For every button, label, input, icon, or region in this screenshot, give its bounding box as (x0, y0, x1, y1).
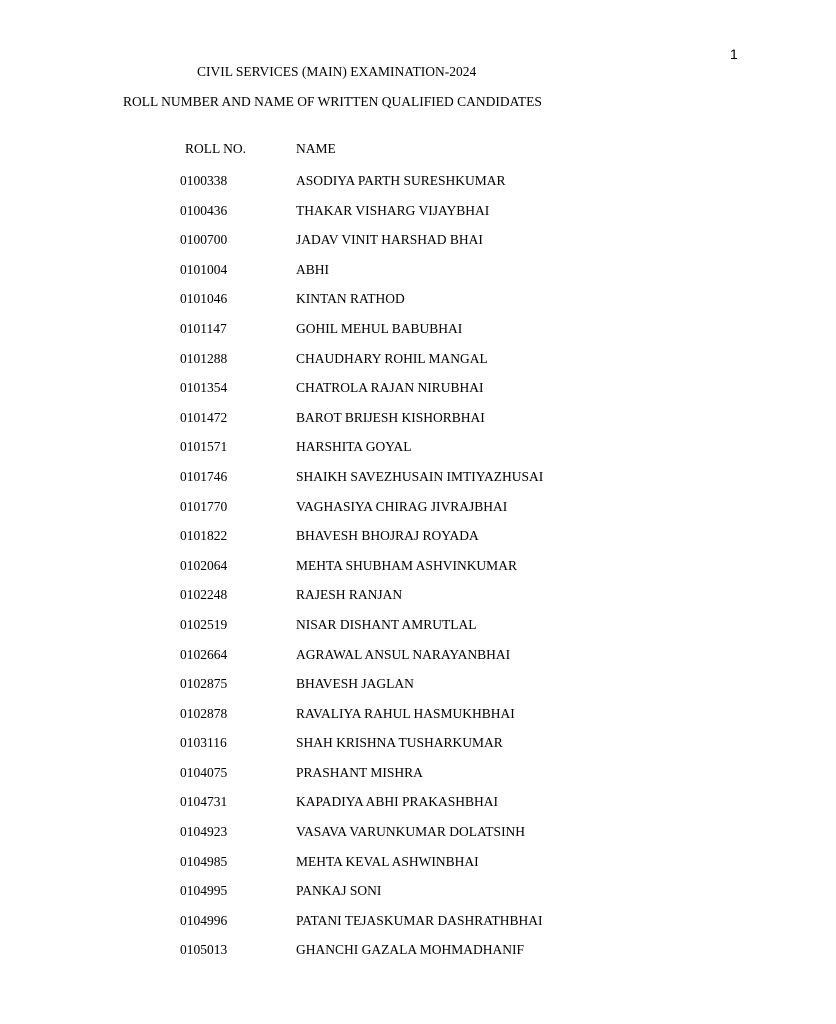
roll-number: 0103116 (180, 735, 227, 751)
roll-number: 0101046 (180, 291, 228, 307)
table-row (0, 587, 836, 617)
candidate-name: PRASHANT MISHRA (296, 764, 423, 780)
roll-number: 0102878 (180, 705, 228, 721)
candidate-name: SHAIKH SAVEZHUSAIN IMTIYAZHUSAI (296, 468, 544, 484)
candidate-name: VASAVA VARUNKUMAR DOLATSINH (296, 824, 526, 840)
roll-number: 0102248 (180, 587, 228, 603)
candidate-name: MEHTA KEVAL ASHWINBHAI (296, 853, 479, 869)
table-row (0, 942, 836, 972)
table-row (0, 410, 836, 440)
table-row (0, 321, 836, 351)
candidate-name: CHATROLA RAJAN NIRUBHAI (296, 380, 484, 396)
roll-number: 0100436 (180, 202, 228, 218)
column-header-name: NAME (296, 141, 336, 156)
roll-number: 0102519 (180, 616, 228, 632)
candidate-name: GOHIL MEHUL BABUBHAI (296, 320, 463, 336)
table-row (0, 173, 836, 203)
table-row (0, 765, 836, 795)
candidate-name: KAPADIYA ABHI PRAKASHBHAI (296, 794, 499, 810)
candidate-name: VAGHASIYA CHIRAG JIVRAJBHAI (296, 498, 508, 514)
table-row (0, 291, 836, 321)
table-row (0, 351, 836, 381)
candidate-name: NISAR DISHANT AMRUTLAL (296, 616, 477, 632)
candidate-name: JADAV VINIT HARSHAD BHAI (296, 232, 483, 248)
table-row (0, 913, 836, 943)
roll-number: 0104731 (180, 794, 228, 810)
candidate-name: PATANI TEJASKUMAR DASHRATHBHAI (296, 912, 543, 928)
candidate-name: HARSHITA GOYAL (296, 439, 412, 455)
candidate-name: RAVALIYA RAHUL HASMUKHBHAI (296, 705, 515, 721)
candidate-name: BAROT BRIJESH KISHORBHAI (296, 409, 485, 425)
candidate-list (0, 173, 836, 972)
page-number: 1 (730, 46, 738, 62)
roll-number: 0101746 (180, 468, 228, 484)
column-header-roll: ROLL NO. (185, 141, 246, 156)
candidate-name: MEHTA SHUBHAM ASHVINKUMAR (296, 557, 517, 573)
candidate-name: ABHI (296, 261, 329, 277)
table-row (0, 735, 836, 765)
roll-number: 0100338 (180, 173, 228, 188)
roll-number: 0102875 (180, 676, 228, 692)
table-row (0, 854, 836, 884)
table-row (0, 499, 836, 529)
roll-number: 0101354 (180, 380, 228, 396)
roll-number: 0104985 (180, 853, 228, 869)
table-row (0, 439, 836, 469)
roll-number: 0101770 (180, 498, 228, 514)
table-row (0, 824, 836, 854)
roll-number: 0101472 (180, 409, 228, 425)
document-title: CIVIL SERVICES (MAIN) EXAMINATION-2024 (197, 64, 477, 79)
table-row (0, 232, 836, 262)
candidate-name: GHANCHI GAZALA MOHMADHANIF (296, 942, 524, 958)
roll-number: 0102064 (180, 557, 228, 573)
roll-number: 0101288 (180, 350, 228, 366)
table-row (0, 262, 836, 292)
candidate-name: ASODIYA PARTH SURESHKUMAR (296, 173, 506, 188)
roll-number: 0101822 (180, 528, 228, 544)
candidate-name: THAKAR VISHARG VIJAYBHAI (296, 202, 490, 218)
roll-number: 0101147 (180, 320, 227, 336)
roll-number: 0102664 (180, 646, 228, 662)
candidate-name: KINTAN RATHOD (296, 291, 405, 307)
table-row (0, 380, 836, 410)
roll-number: 0104996 (180, 912, 228, 928)
roll-number: 0101571 (180, 439, 228, 455)
roll-number: 0101004 (180, 261, 228, 277)
candidate-name: CHAUDHARY ROHIL MANGAL (296, 350, 488, 366)
table-row (0, 469, 836, 499)
table-row (0, 558, 836, 588)
roll-number: 0105013 (180, 942, 228, 958)
candidate-name: PANKAJ SONI (296, 883, 382, 899)
table-row (0, 617, 836, 647)
table-row (0, 883, 836, 913)
roll-number: 0104075 (180, 764, 228, 780)
document-subtitle: ROLL NUMBER AND NAME OF WRITTEN QUALIFIED CANDIDATES (123, 94, 542, 109)
candidate-name: AGRAWAL ANSUL NARAYANBHAI (296, 646, 511, 662)
table-row (0, 528, 836, 558)
table-row (0, 647, 836, 677)
candidate-name: BHAVESH BHOJRAJ ROYADA (296, 528, 479, 544)
table-row (0, 676, 836, 706)
table-row (0, 203, 836, 233)
roll-number: 0104923 (180, 824, 228, 840)
candidate-name: SHAH KRISHNA TUSHARKUMAR (296, 735, 503, 751)
candidate-name: RAJESH RANJAN (296, 587, 403, 603)
roll-number: 0100700 (180, 232, 228, 248)
table-row (0, 794, 836, 824)
candidate-name: BHAVESH JAGLAN (296, 676, 414, 692)
table-row (0, 706, 836, 736)
roll-number: 0104995 (180, 883, 228, 899)
